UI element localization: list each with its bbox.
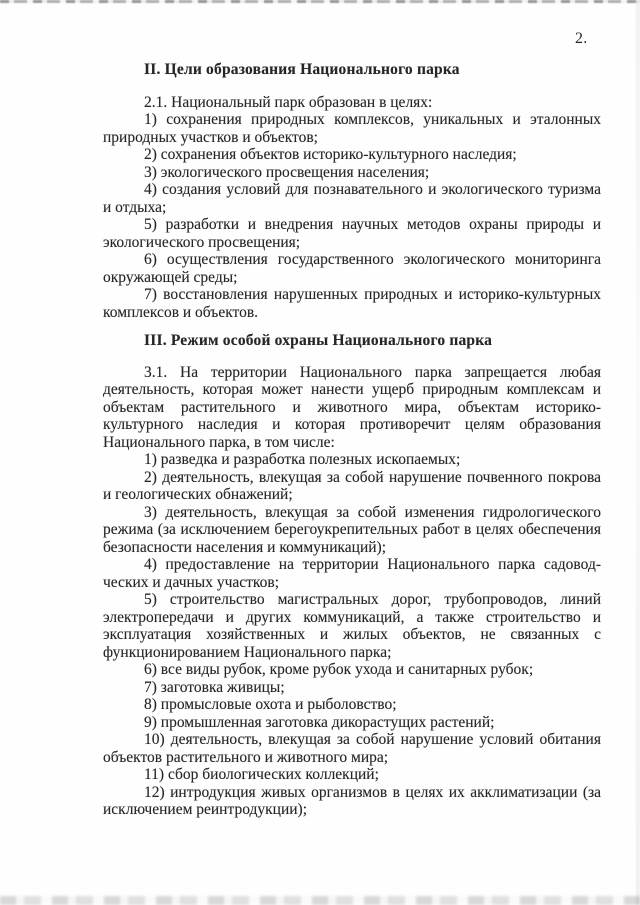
prohibition-item: 10) деятельность, влекущая за собой нарушение условий обитания объектов растительного и животного мира; [103,731,601,766]
document-content [103,61,601,819]
clause-intro: 2.1. Национальный парк образован в целях: [144,93,433,111]
page-number: 2. [575,30,588,47]
goal-item: 1) сохранения природных комплексов, уникальных и эталонных природных участков и объектов; [103,111,601,146]
prohibition-item: 9) промышленная заготовка дикорастущих растений; [144,713,495,731]
goal-item: 5) разработки и внедрения научных методов охраны природы и экологического просвещения; [103,216,601,251]
clause-intro: 3.1. На территории Национального парка запрещается любая деятельность, которая может нанести ущерб природным комплексам и объектам растительного и животного мира, объектам историко-культурного наследия и которая противоречит целям образования Национального парка, в том числе: [103,363,601,451]
prohibition-item: 8) промысловые охота и рыболовство; [144,696,397,713]
scan-artifact-bottom-edge [0,896,640,905]
section-heading-ii: II. Цели образования Национального парка [144,61,460,78]
scan-artifact-top-edge [0,0,640,3]
goal-item: 3) экологического просвещения населения; [144,163,430,181]
prohibition-item: 2) деятельность, влекущая за собой нарушение почвенного покрова и геологических обнажений; [103,468,601,503]
prohibition-item: 3) деятельность, влекущая за собой изменения гидрологического режима (за исключением берегоукрепительных работ в целях обеспечения безопасности населения и коммуникаций); [103,503,601,556]
goal-item: 6) осуществления государственного экологического мониторинга окружающей среды; [103,251,601,286]
prohibition-item: 4) предоставление на территории Национального парка садовод-ческих и дачных участков; [103,556,601,591]
scan-artifact-right-edge [636,0,640,905]
goal-item: 2) сохранения объектов историко-культурного наследия; [144,146,517,163]
prohibition-item: 6) все виды рубок, кроме рубок ухода и санитарных рубок; [144,661,534,678]
section-protection-regime [103,332,601,819]
prohibition-item: 11) сбор биологических коллекций; [144,766,379,783]
prohibition-item: 7) заготовка живицы; [144,678,285,696]
prohibition-item: 12) интродукция живых организмов в целях их акклиматизации (за исключением реинтродукции); [103,783,601,818]
goal-item: 4) создания условий для познавательного и экологического туризма и отдыха; [103,181,601,216]
prohibition-item: 1) разведка и разработка полезных ископаемых; [144,451,461,468]
section-heading-iii: III. Режим особой охраны Национального парка [144,332,493,349]
section-goals-of-park [103,61,601,321]
goal-item: 7) восстановления нарушенных природных и историко-культурных комплексов и объектов. [103,286,601,321]
prohibition-item: 5) строительство магистральных дорог, трубопроводов, линий электропередачи и других коммуникаций, а также строительство и эксплуатация хозяйственных и жилых объектов, не связанных с функционированием Национального парка; [103,591,601,661]
